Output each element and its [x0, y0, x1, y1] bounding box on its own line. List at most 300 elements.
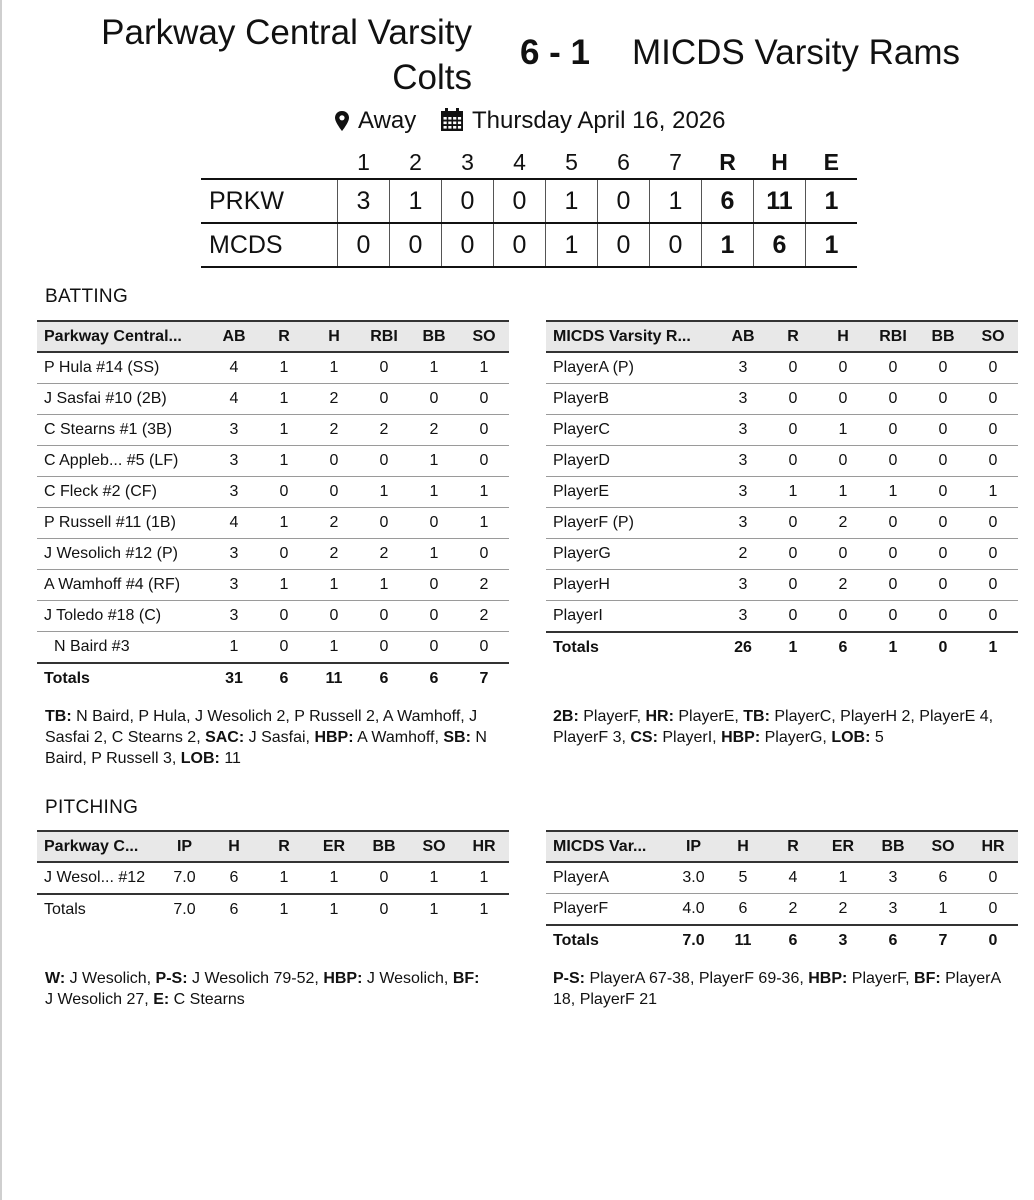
player-name: PlayerD — [546, 446, 718, 477]
inning-header: 7 — [669, 148, 682, 175]
stat-cell: 3 — [718, 477, 768, 508]
note-label: CS: — [630, 729, 658, 746]
stat-cell: 0 — [459, 384, 509, 415]
stat-cell: 0 — [768, 601, 818, 633]
note-text: PlayerA 18, PlayerF 21 — [553, 970, 1001, 1008]
totals-cell: 7.0 — [173, 901, 196, 918]
note-text: PlayerE, — [673, 708, 744, 725]
stat-cell: 4 — [209, 352, 259, 384]
home-team-name[interactable]: Parkway Central Varsity Colts — [101, 13, 472, 97]
stat-cell: 0 — [968, 862, 1018, 894]
totals-cell: 0 — [379, 901, 389, 918]
stat-cell: 1 — [309, 862, 359, 894]
player-name: PlayerF — [546, 894, 669, 926]
stat-cell: 0 — [968, 508, 1018, 539]
note-text: N Baird, P Russell 3, — [45, 729, 487, 767]
stat-cell: 0 — [768, 384, 818, 415]
totals-cell: 11 — [734, 932, 752, 949]
stat-cell: 1 — [409, 862, 459, 894]
away-batting-table — [546, 320, 1018, 663]
stat-cell: 2 — [309, 508, 359, 539]
player-name: C Appleb... #5 (LF) — [37, 446, 209, 477]
inning-runs: 0 — [338, 223, 390, 267]
batting-section-title: BATTING — [45, 286, 129, 307]
stat-cell: 0 — [868, 384, 918, 415]
note-label: TB: — [743, 708, 770, 725]
runs-header: R — [719, 148, 736, 175]
table-row — [37, 539, 509, 570]
home-batting-notes — [45, 706, 515, 769]
note-label: BF: — [914, 970, 941, 987]
note-text: PlayerA 67-38, PlayerF 69-36, — [585, 970, 809, 987]
totals-row — [546, 632, 1018, 663]
stat-cell: 0 — [968, 415, 1018, 446]
stat-cell: 0 — [968, 570, 1018, 601]
stat-cell: 0 — [868, 508, 918, 539]
table-row — [37, 352, 509, 384]
total-errors: 1 — [806, 223, 858, 267]
note-text: 5 — [870, 729, 884, 746]
stat-cell: 0 — [309, 446, 359, 477]
stat-cell: 2 — [309, 384, 359, 415]
errors-header: E — [823, 148, 839, 175]
home-pitching-notes — [45, 968, 485, 1010]
inning-runs: 0 — [598, 223, 650, 267]
stat-cell: 0 — [409, 601, 459, 632]
stat-column-header: AB — [718, 321, 768, 352]
stat-cell: 0 — [409, 384, 459, 415]
stat-cell: 1 — [259, 862, 309, 894]
stat-cell: 1 — [918, 894, 968, 926]
stat-cell: 1 — [309, 570, 359, 601]
stat-cell: 2 — [818, 570, 868, 601]
stat-cell: 1 — [309, 632, 359, 664]
table-header-row — [546, 831, 1018, 862]
inning-runs: 0 — [494, 223, 546, 267]
hits-header: H — [771, 148, 788, 175]
away-batting-notes — [553, 706, 1023, 748]
totals-cell: 6 — [429, 670, 439, 687]
stat-cell: 1 — [359, 477, 409, 508]
player-name: PlayerF (P) — [546, 508, 718, 539]
stat-cell: 4 — [768, 862, 818, 894]
totals-cell: 6 — [788, 932, 798, 949]
totals-cell: 0 — [988, 932, 998, 949]
stat-cell: 1 — [259, 570, 309, 601]
player-name: PlayerC — [546, 415, 718, 446]
stat-cell: 0 — [968, 352, 1018, 384]
inning-runs: 0 — [494, 179, 546, 223]
note-label: W: — [45, 970, 66, 987]
stat-column-header: H — [818, 321, 868, 352]
stat-cell: 0 — [459, 539, 509, 570]
stat-cell: 0 — [968, 384, 1018, 415]
total-hits: 6 — [754, 223, 806, 267]
totals-cell: 1 — [329, 901, 339, 918]
table-row — [37, 477, 509, 508]
note-label: SB: — [443, 729, 471, 746]
table-row — [546, 601, 1018, 633]
stat-cell: 0 — [968, 894, 1018, 926]
totals-cell: 6 — [229, 901, 239, 918]
stat-cell: 0 — [918, 352, 968, 384]
stat-cell: 1 — [818, 862, 868, 894]
stat-column-header: H — [309, 321, 359, 352]
home-batting-table — [37, 320, 509, 694]
stat-column-header: R — [768, 321, 818, 352]
stat-column-header: R — [259, 831, 309, 862]
stat-cell: 1 — [409, 539, 459, 570]
note-text: N Baird, P Hula, J Wesolich 2, P Russell 2, A Wamhoff, J Sasfai 2, C Stearns 2, — [45, 708, 478, 746]
stat-cell: 0 — [359, 601, 409, 632]
table-header-row — [37, 321, 509, 352]
stat-cell: 0 — [459, 632, 509, 664]
stat-column-header: H — [718, 831, 768, 862]
totals-cell: 7.0 — [682, 932, 705, 949]
totals-row — [37, 663, 509, 694]
stat-column-header: ER — [818, 831, 868, 862]
stat-cell: 0 — [818, 539, 868, 570]
stat-column-header: HR — [459, 831, 509, 862]
stat-cell: 0 — [359, 384, 409, 415]
stat-cell: 3 — [209, 570, 259, 601]
stat-cell: 1 — [259, 384, 309, 415]
stat-cell: 1 — [209, 632, 259, 664]
table-row — [37, 508, 509, 539]
note-text: A Wamhoff, — [353, 729, 444, 746]
stat-cell: 0 — [868, 570, 918, 601]
note-text: PlayerF, — [578, 708, 646, 725]
stat-cell: 6 — [718, 894, 768, 926]
away-pitching-table — [546, 830, 1018, 956]
stat-cell: 2 — [409, 415, 459, 446]
stat-cell: 1 — [818, 415, 868, 446]
note-label: HR: — [645, 708, 674, 725]
table-row — [546, 384, 1018, 415]
totals-cell: 1 — [429, 901, 439, 918]
final-score: 6 - 1 — [519, 33, 591, 72]
stat-cell: 2 — [718, 539, 768, 570]
inning-runs: 0 — [442, 223, 494, 267]
stat-cell: 0 — [918, 477, 968, 508]
total-errors: 1 — [806, 179, 858, 223]
stat-cell: 0 — [868, 601, 918, 633]
stat-column-header: IP — [669, 831, 718, 862]
note-text: J Wesolich, — [65, 970, 156, 987]
stat-cell: 5 — [718, 862, 768, 894]
player-name: C Stearns #1 (3B) — [37, 415, 209, 446]
stat-column-header: BB — [918, 321, 968, 352]
player-name: PlayerI — [546, 601, 718, 633]
stat-cell: 2 — [768, 894, 818, 926]
table-row — [546, 508, 1018, 539]
stat-cell: 0 — [868, 352, 918, 384]
stat-cell: 2 — [459, 601, 509, 632]
away-team-name[interactable]: MICDS Varsity Rams — [632, 33, 960, 72]
inning-runs: 1 — [650, 179, 702, 223]
stat-cell: 0 — [768, 570, 818, 601]
totals-cell: 1 — [279, 901, 289, 918]
player-name: J Toledo #18 (C) — [37, 601, 209, 632]
stat-cell: 3 — [718, 570, 768, 601]
player-name: P Hula #14 (SS) — [37, 352, 209, 384]
player-name: J Wesolich #12 (P) — [37, 539, 209, 570]
note-label: P-S: — [155, 970, 188, 987]
stat-cell: 4 — [209, 508, 259, 539]
note-text: 11 — [219, 750, 241, 767]
stat-cell: 0 — [359, 352, 409, 384]
totals-cell: 1 — [888, 639, 898, 656]
table-row — [546, 539, 1018, 570]
stat-cell: 3 — [209, 539, 259, 570]
stat-cell: 3 — [718, 384, 768, 415]
stat-cell: 0 — [259, 477, 309, 508]
player-name: PlayerA (P) — [546, 352, 718, 384]
stat-cell: 1 — [868, 477, 918, 508]
stat-cell: 0 — [918, 539, 968, 570]
stat-column-header: R — [259, 321, 309, 352]
stat-cell: 1 — [259, 415, 309, 446]
stat-cell: 0 — [918, 384, 968, 415]
stat-cell: 1 — [459, 862, 509, 894]
stat-cell: 0 — [409, 508, 459, 539]
table-header-row — [546, 321, 1018, 352]
pitching-section-title: PITCHING — [45, 797, 139, 818]
inning-header: 3 — [461, 148, 474, 175]
stat-cell: 1 — [259, 352, 309, 384]
player-name: P Russell #11 (1B) — [37, 508, 209, 539]
note-text: J Sasfai, — [244, 729, 315, 746]
stat-cell: 0 — [968, 539, 1018, 570]
stat-cell: 0 — [768, 415, 818, 446]
table-row — [546, 352, 1018, 384]
note-text: J Wesolich 27, — [45, 991, 154, 1008]
stat-column-header: IP — [160, 831, 209, 862]
table-row — [37, 446, 509, 477]
totals-cell: 0 — [938, 639, 948, 656]
map-pin-icon — [334, 110, 350, 132]
stat-cell: 3 — [868, 862, 918, 894]
stat-cell: 0 — [868, 415, 918, 446]
note-text: J Wesolich, — [362, 970, 453, 987]
stat-cell: 6 — [209, 862, 259, 894]
player-name: PlayerH — [546, 570, 718, 601]
linescore-row-away — [201, 223, 857, 267]
stat-cell: 2 — [309, 539, 359, 570]
note-label: BF: — [452, 970, 480, 987]
stat-cell: 1 — [309, 352, 359, 384]
stat-cell: 0 — [868, 446, 918, 477]
total-hits: 11 — [754, 179, 806, 223]
stat-cell: 3 — [718, 508, 768, 539]
stat-cell: 1 — [768, 477, 818, 508]
stat-cell: 0 — [259, 632, 309, 664]
stat-cell: 1 — [259, 508, 309, 539]
inning-runs: 3 — [338, 179, 390, 223]
stat-cell: 0 — [818, 446, 868, 477]
table-row — [546, 570, 1018, 601]
totals-label: Totals — [44, 670, 90, 687]
stat-cell: 0 — [459, 415, 509, 446]
inning-runs: 0 — [390, 223, 442, 267]
team-column-header: MICDS Var... — [546, 831, 669, 862]
stat-column-header: H — [209, 831, 259, 862]
totals-cell: 7 — [938, 932, 948, 949]
stat-cell: 2 — [459, 570, 509, 601]
note-text: C Stearns — [169, 991, 245, 1008]
linescore-corner — [201, 146, 338, 179]
total-runs: 1 — [702, 223, 754, 267]
stat-cell: 1 — [968, 477, 1018, 508]
inning-header: 6 — [617, 148, 630, 175]
linescore-row-home — [201, 179, 857, 223]
inning-runs: 1 — [546, 223, 598, 267]
totals-cell: 31 — [225, 670, 243, 687]
totals-cell: 11 — [325, 670, 343, 687]
stat-cell: 1 — [459, 477, 509, 508]
stat-cell: 3 — [209, 477, 259, 508]
calendar-icon — [440, 108, 464, 132]
stat-cell: 0 — [968, 446, 1018, 477]
stat-cell: 0 — [309, 477, 359, 508]
linescore-table — [201, 146, 857, 268]
table-row — [37, 415, 509, 446]
stat-cell: 0 — [918, 601, 968, 633]
stat-column-header: SO — [459, 321, 509, 352]
totals-label: Totals — [553, 932, 599, 949]
stat-cell: 4 — [209, 384, 259, 415]
stat-cell: 0 — [918, 446, 968, 477]
stat-cell: 0 — [918, 508, 968, 539]
stat-column-header: RBI — [359, 321, 409, 352]
totals-cell: 26 — [734, 639, 752, 656]
note-text: PlayerG, — [760, 729, 832, 746]
inning-runs: 1 — [546, 179, 598, 223]
stat-cell: 3.0 — [669, 862, 718, 894]
stat-cell: 0 — [918, 415, 968, 446]
stat-cell: 0 — [409, 570, 459, 601]
stat-column-header: SO — [409, 831, 459, 862]
note-text: PlayerI, — [657, 729, 722, 746]
player-name: PlayerA — [546, 862, 669, 894]
stat-column-header: SO — [918, 831, 968, 862]
stat-cell: 2 — [818, 508, 868, 539]
stat-column-header: BB — [868, 831, 918, 862]
inning-header: 2 — [409, 148, 422, 175]
note-label: LOB: — [831, 729, 871, 746]
stat-column-header: ER — [309, 831, 359, 862]
stat-column-header: R — [768, 831, 818, 862]
stat-cell: 0 — [818, 601, 868, 633]
note-label: SAC: — [205, 729, 245, 746]
player-name: A Wamhoff #4 (RF) — [37, 570, 209, 601]
table-row — [37, 632, 509, 664]
team-column-header: Parkway Central... — [37, 321, 209, 352]
stat-cell: 2 — [309, 415, 359, 446]
totals-cell: 6 — [838, 639, 848, 656]
table-row — [546, 446, 1018, 477]
stat-cell: 0 — [409, 632, 459, 664]
stat-column-header: RBI — [868, 321, 918, 352]
totals-cell: 1 — [479, 901, 489, 918]
stat-column-header: BB — [359, 831, 409, 862]
player-name: PlayerE — [546, 477, 718, 508]
stat-cell: 3 — [718, 601, 768, 633]
stat-cell: 2 — [818, 894, 868, 926]
note-text: PlayerF, — [847, 970, 915, 987]
stat-cell: 4.0 — [669, 894, 718, 926]
stat-column-header: HR — [968, 831, 1018, 862]
stat-cell: 0 — [359, 446, 409, 477]
stat-cell: 3 — [718, 415, 768, 446]
stat-cell: 3 — [718, 352, 768, 384]
stat-cell: 3 — [868, 894, 918, 926]
stat-cell: 1 — [459, 508, 509, 539]
table-row — [37, 570, 509, 601]
inning-runs: 0 — [650, 223, 702, 267]
player-name: J Wesol... #12 — [37, 862, 160, 894]
totals-cell: 6 — [279, 670, 289, 687]
stat-cell: 0 — [259, 539, 309, 570]
stat-cell: 2 — [359, 539, 409, 570]
inning-header: 4 — [513, 148, 526, 175]
inning-header: 5 — [565, 148, 578, 175]
table-row — [37, 601, 509, 632]
team-column-header: MICDS Varsity R... — [546, 321, 718, 352]
stat-column-header: SO — [968, 321, 1018, 352]
totals-cell: 1 — [788, 639, 798, 656]
inning-header: 1 — [357, 148, 370, 175]
stat-cell: 2 — [359, 415, 409, 446]
stat-cell: 0 — [768, 446, 818, 477]
note-text: PlayerC, PlayerH 2, PlayerE 4, PlayerF 3, — [553, 708, 994, 746]
stat-cell: 0 — [918, 570, 968, 601]
player-name: J Sasfai #10 (2B) — [37, 384, 209, 415]
stat-cell: 3 — [718, 446, 768, 477]
stat-cell: 3 — [209, 415, 259, 446]
note-label: HBP: — [323, 970, 363, 987]
stat-column-header: BB — [409, 321, 459, 352]
note-label: HBP: — [721, 729, 761, 746]
team-column-header: Parkway C... — [37, 831, 160, 862]
stat-cell: 0 — [968, 601, 1018, 633]
table-row — [546, 862, 1018, 894]
totals-cell: 7 — [479, 670, 489, 687]
player-name: PlayerG — [546, 539, 718, 570]
home-pitching-table — [37, 830, 509, 925]
stat-cell: 6 — [918, 862, 968, 894]
table-header-row — [37, 831, 509, 862]
note-label: 2B: — [553, 708, 579, 725]
stat-cell: 0 — [818, 352, 868, 384]
inning-runs: 0 — [598, 179, 650, 223]
player-name: PlayerB — [546, 384, 718, 415]
team-abbr: MCDS — [201, 223, 338, 267]
note-label: HBP: — [314, 729, 354, 746]
totals-label: Totals — [553, 639, 599, 656]
stat-cell: 0 — [259, 601, 309, 632]
stat-cell: 1 — [459, 352, 509, 384]
stat-cell: 3 — [209, 446, 259, 477]
note-label: E: — [153, 991, 170, 1008]
stat-cell: 0 — [768, 352, 818, 384]
left-edge-divider — [0, 0, 2, 1200]
totals-row — [37, 894, 509, 925]
totals-label: Totals — [44, 901, 86, 918]
table-row — [546, 894, 1018, 926]
game-location — [334, 104, 416, 138]
totals-cell: 6 — [888, 932, 898, 949]
